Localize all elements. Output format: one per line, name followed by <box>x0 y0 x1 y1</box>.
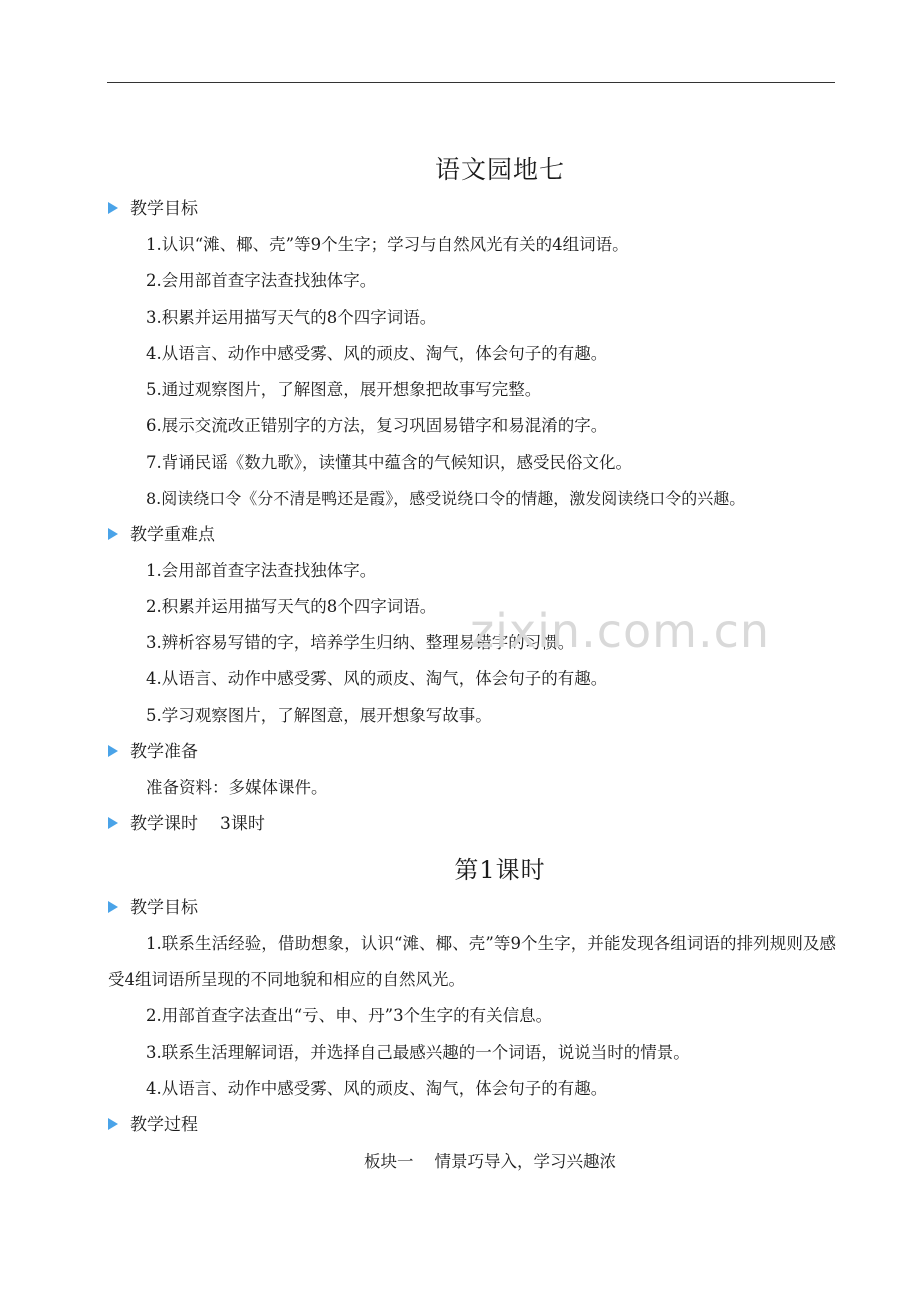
section-heading-process: 教学过程 <box>108 1113 198 1137</box>
hours-value: 3课时 <box>220 814 265 834</box>
lesson-goal-item: 3.联系生活理解词语，并选择自己最感兴趣的一个词语，说说当时的情景。 <box>146 1043 690 1062</box>
goal-item: 4.从语言、动作中感受雾、风的顽皮、淘气，体会句子的有趣。 <box>146 344 608 363</box>
lesson-title: 第1课时 <box>454 856 546 884</box>
section-heading-hours: 教学课时 3课时 <box>108 812 265 836</box>
block-title: 板块一 情景巧导入，学习兴趣浓 <box>364 1152 616 1171</box>
watermark: zixin.com.cn <box>470 604 771 658</box>
goal-item: 1.认识“滩、椰、壳”等9个生字；学习与自然风光有关的4组词语。 <box>146 235 629 254</box>
prep-text: 准备资料：多媒体课件。 <box>146 778 328 797</box>
lesson-goal-item: 2.用部首查字法查出“亏、申、丹”3个生字的有关信息。 <box>146 1006 553 1025</box>
section-heading-lesson-goals: 教学目标 <box>108 896 198 920</box>
lesson-goal-paragraph: 1.联系生活经验，借助想象，认识“滩、椰、壳”等9个生字，并能发现各组词语的排列规则及感受4组词语所呈现的不同地貌和相应的自然风光。 <box>108 934 836 989</box>
section-heading-keypoints: 教学重难点 <box>108 523 215 547</box>
triangle-bullet-icon <box>108 528 118 540</box>
triangle-bullet-icon <box>108 817 118 829</box>
goal-item: 3.积累并运用描写天气的8个四字词语。 <box>146 308 437 327</box>
triangle-bullet-icon <box>108 745 118 757</box>
triangle-bullet-icon <box>108 202 118 214</box>
goal-item: 8.阅读绕口令《分不清是鸭还是霞》，感受说绕口令的情趣，激发阅读绕口令的兴趣。 <box>146 489 746 508</box>
keypoint-item: 1.会用部首查字法查找独体字。 <box>146 561 377 580</box>
lesson-goal-item: 4.从语言、动作中感受雾、风的顽皮、淘气，体会句子的有趣。 <box>146 1079 608 1098</box>
goal-item: 6.展示交流改正错别字的方法，复习巩固易错字和易混淆的字。 <box>146 416 608 435</box>
keypoint-item: 2.积累并运用描写天气的8个四字词语。 <box>146 597 437 616</box>
goal-item: 5.通过观察图片，了解图意，展开想象把故事写完整。 <box>146 380 542 399</box>
keypoint-item: 3.辨析容易写错的字，培养学生归纳、整理易错字的习惯。 <box>146 633 575 652</box>
triangle-bullet-icon <box>108 901 118 913</box>
section-heading-prep: 教学准备 <box>108 740 198 764</box>
triangle-bullet-icon <box>108 1118 118 1130</box>
section-heading-goals: 教学目标 <box>108 197 198 221</box>
keypoint-item: 4.从语言、动作中感受雾、风的顽皮、淘气，体会句子的有趣。 <box>146 669 608 688</box>
page-title: 语文园地七 <box>434 155 565 184</box>
header-rule <box>107 82 835 83</box>
goal-item: 7.背诵民谣《数九歌》，读懂其中蕴含的气候知识，感受民俗文化。 <box>146 453 632 472</box>
goal-item: 2.会用部首查字法查找独体字。 <box>146 271 377 290</box>
keypoint-item: 5.学习观察图片，了解图意，展开想象写故事。 <box>146 706 492 725</box>
